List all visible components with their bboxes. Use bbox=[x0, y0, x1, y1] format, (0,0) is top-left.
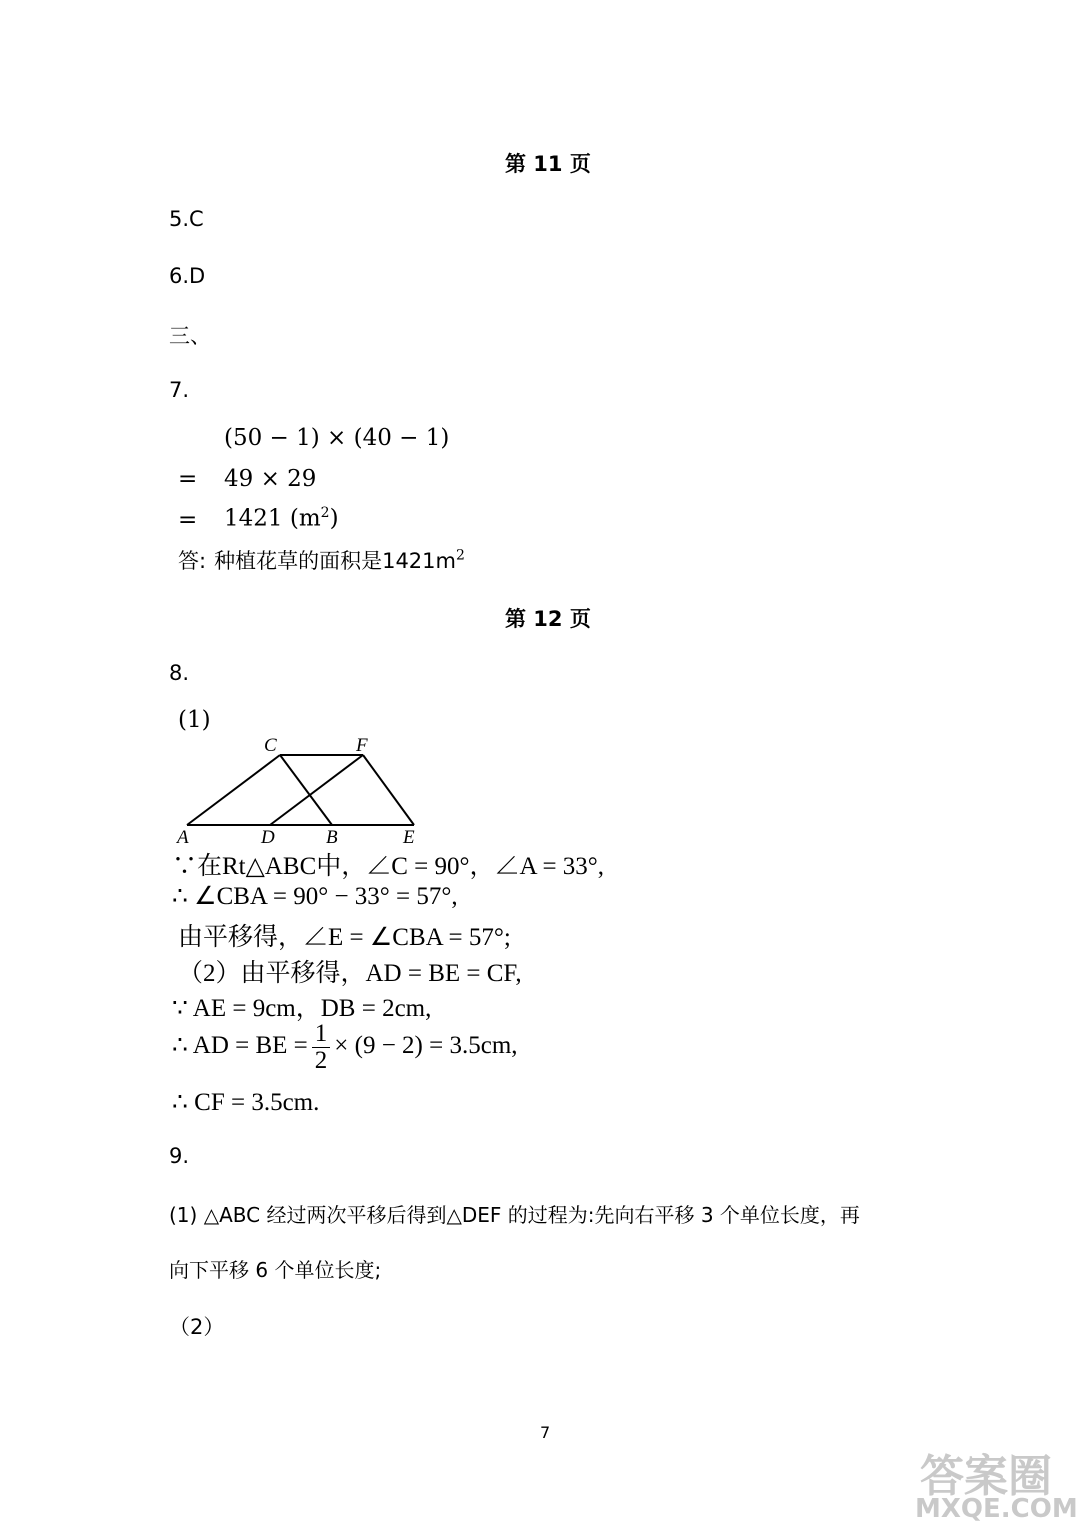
watermark-url: MXQE.COM bbox=[915, 1494, 1078, 1524]
label-F: F bbox=[356, 735, 368, 756]
label-D: D bbox=[261, 827, 275, 848]
fraction-one-half bbox=[312, 1021, 331, 1074]
calc-line-3-close: ) bbox=[329, 505, 339, 532]
solution-line-7: ∴ CF = 3.5cm. bbox=[172, 1089, 320, 1116]
equals-sign-1: = bbox=[178, 466, 198, 492]
answer-6: 6.D bbox=[169, 264, 206, 288]
label-A: A bbox=[177, 827, 189, 848]
solution-line-6-post: × (9 − 2) = 3.5cm, bbox=[334, 1032, 518, 1060]
q9-part1-line1: (1) △ABC 经过两次平移后得到△DEF 的过程为:先向右平移 3 个单位长度，再 bbox=[169, 1203, 860, 1227]
superscript-2: 2 bbox=[320, 505, 330, 521]
calc-line-2: 49 × 29 bbox=[224, 466, 317, 492]
section-three: 三、 bbox=[169, 324, 211, 348]
solution-line-6-pre: ∴ AD = BE = bbox=[172, 1032, 308, 1060]
q9-part1-line2: 向下平移 6 个单位长度; bbox=[169, 1258, 382, 1282]
segment-DF bbox=[270, 755, 363, 825]
solution-line-1: ∵在Rt△ABC中，∠C = 90°，∠A = 33°, bbox=[172, 853, 605, 880]
calc-line-1: (50 − 1) × (40 − 1) bbox=[224, 425, 450, 451]
question-8-label: 8. bbox=[169, 661, 190, 685]
segment-AC bbox=[187, 755, 280, 825]
calc-line-3 bbox=[224, 505, 339, 532]
answer-5: 5.C bbox=[169, 207, 204, 231]
watermark-logo: 答案圈 bbox=[920, 1451, 1052, 1502]
answer-label: 答: bbox=[178, 549, 207, 573]
answer-7 bbox=[178, 545, 465, 575]
solution-line-2: ∴ ∠CBA = 90° − 33° = 57°, bbox=[172, 883, 458, 910]
calc-line-3-value: 1421 (m bbox=[224, 505, 321, 532]
equals-sign-2: = bbox=[178, 507, 198, 533]
label-B: B bbox=[326, 827, 338, 848]
answer-text: 种植花草的面积是1421m bbox=[214, 549, 456, 573]
question-9-label: 9. bbox=[169, 1144, 190, 1168]
solution-line-3: 由平移得，∠E = ∠CBA = 57°; bbox=[178, 924, 511, 951]
solution-line-4: （2）由平移得，AD = BE = CF, bbox=[178, 960, 522, 987]
segment-FE bbox=[363, 755, 414, 825]
fraction-denominator: 2 bbox=[314, 1047, 328, 1074]
page-heading-12: 第 12 页 bbox=[505, 607, 591, 631]
page-number: 7 bbox=[540, 1423, 551, 1442]
fraction-numerator: 1 bbox=[312, 1021, 331, 1048]
answer-superscript: 2 bbox=[455, 547, 465, 564]
label-E: E bbox=[403, 827, 415, 848]
label-C: C bbox=[264, 735, 277, 756]
q9-part2-label: （2） bbox=[169, 1315, 225, 1339]
translation-diagram bbox=[170, 730, 430, 850]
segment-CB bbox=[280, 755, 332, 825]
solution-line-5: ∵ AE = 9cm，DB = 2cm, bbox=[172, 995, 432, 1022]
solution-line-6 bbox=[172, 1021, 518, 1074]
page-heading-11: 第 11 页 bbox=[505, 152, 591, 176]
part-1-label: (1) bbox=[178, 707, 211, 733]
question-7-label: 7. bbox=[169, 378, 190, 402]
